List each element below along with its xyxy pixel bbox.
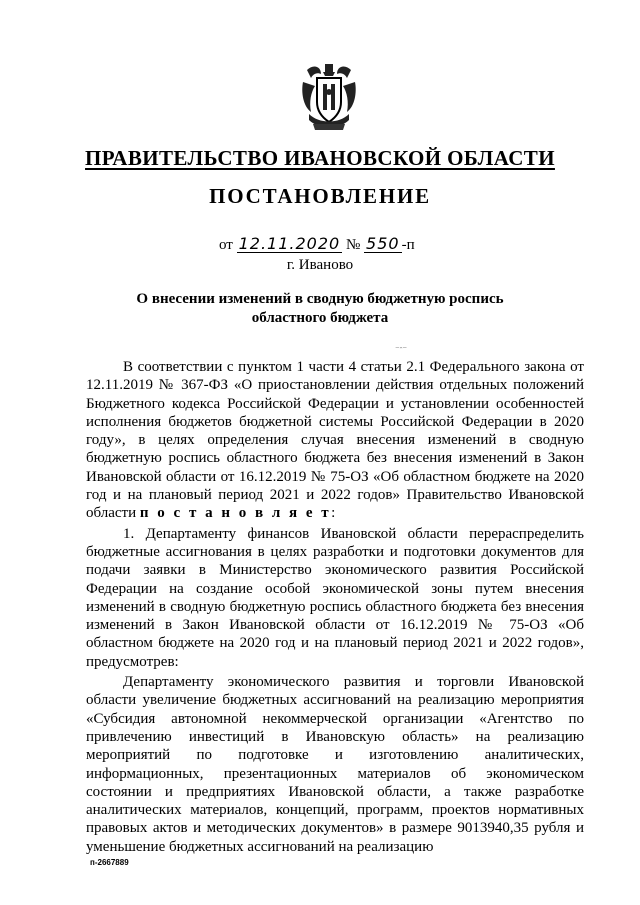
document-date: 12.11.2020: [238, 234, 341, 253]
intro-paragraph: [86, 358, 584, 523]
document-code: п-2667889: [90, 858, 129, 867]
document-type: ПОСТАНОВЛЕНИЕ: [209, 184, 431, 208]
organization-title: ПРАВИТЕЛЬСТВО ИВАНОВСКОЙ ОБЛАСТИ: [85, 146, 555, 170]
document-body: [86, 358, 584, 856]
subject-line-2: областного бюджета: [251, 310, 389, 326]
date-number-line: [219, 236, 415, 254]
decree-word: п о с т а н о в л я е т: [139, 505, 332, 522]
item-1-paragraph: 1. Департаменту финансов Ивановской области перераспределить бюджетные ассигнования в целях разработки и подготовки документов для подачи заявки в Министерство экономического развития Российской Федерации на создание особой экономической зоны путем внесения изменений в сводную бюджетную роспись областного бюджета без внесения изменений в Закон Ивановской области от 16.12.2019 № 75-ОЗ «Об областном бюджете на 2020 год и на плановый период 2021 и 2022 годов», предусмотрев:: [86, 525, 584, 670]
intro-text: В соответствии с пунктом 1 части 4 статьи 2.1 Федерального закона от 12.11.2019 № 367-ФЗ «О приостановлении действия отдельных положений Бюджетного кодекса Российской Федерации и установлении особенностей исполнения бюджетов бюджетной системы Российской Федерации в 2020 году», в целях определения случая внесения изменений в сводную бюджетную роспись областного бюджета без внесения изменений в Закон Ивановской области от 16.12.2019 № 75-ОЗ «Об областном бюджете на 2020 год и на плановый период 2021 и 2022 годов» Правительство Ивановской области: [86, 359, 584, 522]
document-number: 550: [366, 234, 400, 253]
item-1-detail-paragraph: Департаменту экономического развития и торговли Ивановской области увеличение бюджетных ассигнований на реализацию мероприятия «Субсидия автономной некоммерческой организации «Агентство по привлечению инвестиций в Ивановскую область» на реализацию мероприятий по подготовке и изготовлению аналитических, информационных, презентационных материалов об экономическом состоянии и предприятиях Ивановской области, а также разработке аналитических материалов, концепций, программ, проектов нормативных правовых актов и методических документов» в размере 9013940,35 рубля и уменьшение бюджетных ассигнований на реализацию: [86, 674, 584, 855]
document-subject: [120, 290, 520, 328]
number-sign: №: [345, 237, 361, 253]
date-prefix: от: [219, 237, 233, 253]
coat-of-arms-icon: [299, 62, 359, 132]
city: г. Иваново: [286, 257, 354, 273]
scan-mark: ⁻ᵔ⁻: [395, 344, 408, 354]
subject-line-1: О внесении изменений в сводную бюджетную роспись: [136, 291, 504, 307]
number-suffix: -п: [401, 237, 415, 253]
decree-colon: :: [331, 505, 336, 522]
